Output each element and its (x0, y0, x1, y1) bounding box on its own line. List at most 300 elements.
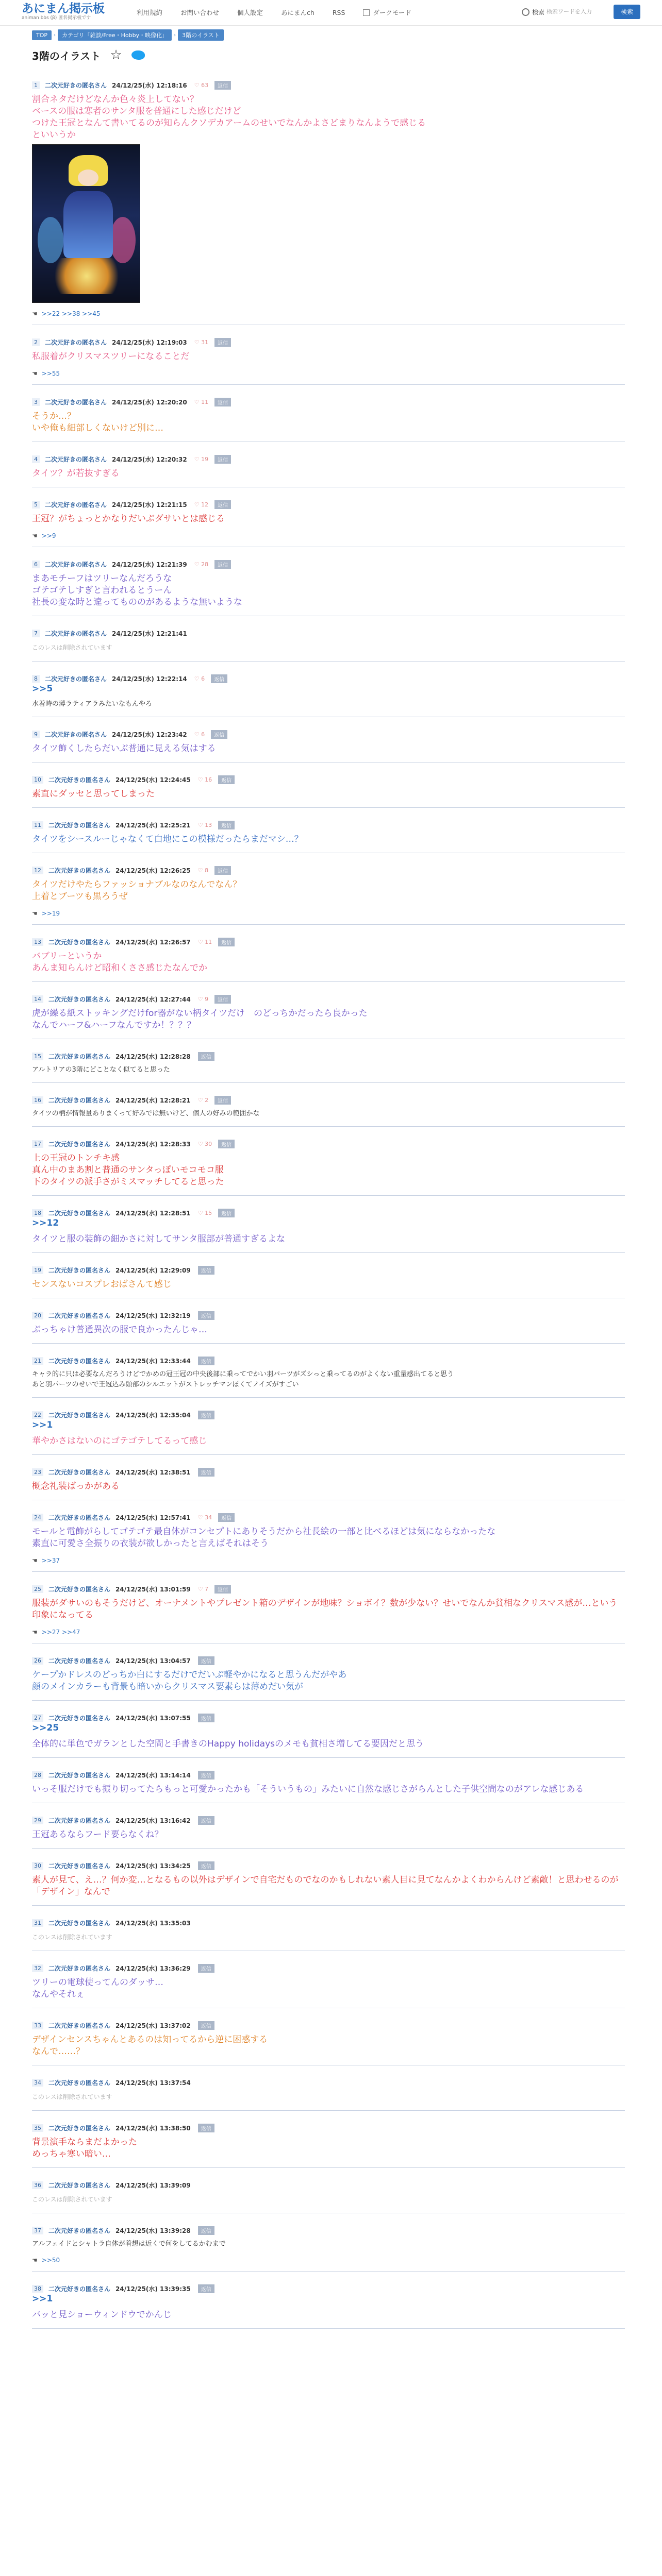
backref-links[interactable]: >>9 (41, 532, 56, 539)
post-meta (32, 1139, 625, 1148)
post-number[interactable]: 11 (32, 821, 43, 829)
poster-name: 二次元好きの匿名さん (48, 938, 111, 946)
post-meta (32, 1584, 625, 1594)
post-meta (32, 1861, 625, 1870)
post (32, 853, 625, 925)
poster-name: 二次元好きの匿名さん (48, 2285, 111, 2293)
post-number[interactable]: 22 (32, 1411, 43, 1419)
post-meta (32, 2180, 625, 2190)
post-number[interactable]: 19 (32, 1266, 43, 1274)
like-count[interactable] (198, 867, 208, 874)
like-value: 13 (205, 821, 212, 828)
post-number[interactable]: 28 (32, 1771, 43, 1779)
post-meta (32, 1311, 625, 1320)
post-number[interactable]: 15 (32, 1053, 43, 1060)
reply-button[interactable]: 返信 (211, 730, 227, 739)
poster-name: 二次元好きの匿名さん (48, 1657, 111, 1665)
post-meta (32, 1816, 625, 1825)
search-label: 検索 (532, 8, 544, 16)
post (32, 1951, 625, 2008)
post-date: 24/12/25(水) 12:29:09 (115, 1266, 191, 1274)
poster-name: 二次元好きの匿名さん (45, 731, 107, 738)
reply-anchor[interactable]: >>5 (32, 684, 53, 694)
post-number[interactable]: 20 (32, 1312, 43, 1319)
post-number[interactable]: 32 (32, 1964, 43, 1972)
post-date: 24/12/25(水) 12:23:42 (112, 731, 187, 738)
post-number[interactable]: 27 (32, 1714, 43, 1722)
post (32, 1127, 625, 1196)
backref-links[interactable]: >>37 (41, 1557, 60, 1564)
post-number[interactable]: 1 (32, 81, 40, 89)
post-body: キャラ的に只は必要なんだろうけどでかめの冠王冠の中央後部に乗ってでかい羽パーツがズシっと乗ってるのがよくない重量感出てると思う あと羽パーツのせいで王冠込み頭部のシルエットがストレッチマンぽくてノイズがすごい (32, 1370, 454, 1388)
reply-button[interactable]: 返信 (198, 2124, 214, 2132)
post-date: 24/12/25(水) 12:33:44 (115, 1357, 191, 1365)
post (32, 1643, 625, 1701)
post-date: 24/12/25(水) 13:37:02 (115, 2022, 191, 2029)
post-number[interactable]: 16 (32, 1096, 43, 1104)
post-number[interactable]: 34 (32, 2079, 43, 2087)
reply-button[interactable]: 返信 (198, 2284, 214, 2293)
poster-name: 二次元好きの匿名さん (48, 2022, 111, 2029)
post (32, 1039, 625, 1083)
site-header (0, 0, 662, 26)
post (32, 2272, 625, 2329)
hand-icon: ☚ (32, 310, 38, 317)
post (32, 1253, 625, 1298)
post-date: 24/12/25(水) 13:35:03 (115, 1919, 191, 1927)
reply-button[interactable]: 返信 (198, 1411, 214, 1419)
post-meta (32, 866, 625, 875)
heart-icon: ♡ (194, 561, 200, 568)
post (32, 442, 625, 487)
hand-icon: ☚ (32, 532, 38, 539)
post (32, 2008, 625, 2065)
poster-name: 二次元好きの匿名さん (48, 1862, 111, 1870)
poster-name: 二次元好きの匿名さん (45, 561, 107, 568)
reply-button[interactable]: 返信 (198, 1816, 214, 1825)
poster-name: 二次元好きの匿名さん (48, 2124, 111, 2132)
post-body: タイツをシースルーじゃなくて白地にこの模様だったらまだマシ…？ (32, 834, 303, 844)
poster-name: 二次元好きの匿名さん (48, 1714, 111, 1722)
post-date: 24/12/25(水) 12:32:19 (115, 1312, 191, 1319)
post-meta (32, 1656, 625, 1665)
reply-button[interactable]: 返信 (214, 560, 231, 569)
like-count[interactable] (194, 82, 208, 89)
reply-button[interactable]: 返信 (198, 1052, 214, 1061)
reply-button[interactable]: 返信 (214, 500, 231, 509)
post (32, 1298, 625, 1344)
post-number[interactable]: 23 (32, 1468, 43, 1476)
post-backrefs[interactable] (32, 370, 625, 377)
post-number[interactable]: 35 (32, 2124, 43, 2132)
post-meta (32, 1052, 625, 1061)
reply-button[interactable]: 返信 (211, 674, 227, 683)
poster-name: 二次元好きの匿名さん (48, 2181, 111, 2189)
post-date: 24/12/25(水) 12:19:03 (112, 338, 187, 346)
post-date: 24/12/25(水) 12:24:45 (115, 776, 191, 784)
post-number[interactable]: 6 (32, 561, 40, 568)
post-number[interactable]: 12 (32, 867, 43, 874)
poster-name: 二次元好きの匿名さん (48, 776, 111, 784)
post-meta (32, 454, 625, 464)
nav-settings[interactable]: 個人設定 (237, 9, 263, 16)
nav-animanch[interactable]: あにまんch (281, 9, 315, 16)
post (32, 2065, 625, 2111)
post-number[interactable]: 29 (32, 1817, 43, 1824)
breadcrumb-thread[interactable]: 3階のイラスト (178, 29, 224, 41)
post-backrefs[interactable] (32, 532, 625, 539)
poster-name: 二次元好きの匿名さん (45, 501, 107, 509)
post-number[interactable]: 9 (32, 731, 40, 738)
backref-links[interactable]: >>27 >>47 (41, 1629, 80, 1636)
post-body: 全体的に単色でガランとした空間と手書きのHappy holidaysのメモも貧相さ増してる要因だと思う (32, 1739, 424, 1749)
post-meta (32, 994, 625, 1004)
poster-name: 二次元好きの匿名さん (45, 675, 107, 683)
search-button[interactable]: 検索 (614, 5, 640, 19)
post (32, 1803, 625, 1849)
post-number[interactable]: 38 (32, 2285, 43, 2293)
post-date: 24/12/25(水) 13:34:25 (115, 1862, 191, 1870)
search-icon (522, 8, 529, 16)
like-count[interactable] (194, 501, 208, 508)
reply-button[interactable]: 返信 (218, 1513, 235, 1522)
post-meta (32, 730, 625, 739)
post-image[interactable] (32, 144, 140, 303)
post (32, 1455, 625, 1500)
post-number[interactable]: 26 (32, 1657, 43, 1665)
backref-links[interactable]: >>22 >>38 >>45 (41, 310, 101, 317)
post-meta (32, 397, 625, 406)
post-body: デザインセンスちゃんとあるのは知ってるから逆に困惑する なんで……？ (32, 2035, 268, 2057)
dark-mode-checkbox[interactable] (363, 9, 370, 16)
post-body: まあモチーフはツリーなんだろうな ゴテゴテしすぎと言われるとうーん 社長の変な時と違ってもののがあるような無いような (32, 573, 242, 607)
post-date: 24/12/25(水) 12:27:44 (115, 995, 191, 1003)
poster-name: 二次元好きの匿名さん (48, 1919, 111, 1927)
post-meta (32, 1265, 625, 1275)
reply-button[interactable]: 返信 (218, 821, 235, 829)
post-date: 24/12/25(水) 13:01:59 (115, 1585, 191, 1593)
like-count[interactable] (194, 561, 208, 568)
reply-button[interactable]: 返信 (198, 1861, 214, 1870)
post (32, 1906, 625, 1951)
post-body: バブリーというか あんま知らんけど昭和くささ感じたなんでか (32, 951, 207, 973)
post-backrefs[interactable] (32, 310, 625, 317)
poster-name: 二次元好きの匿名さん (48, 1771, 111, 1779)
post (32, 547, 625, 616)
post-number[interactable]: 7 (32, 630, 40, 637)
post-body: 素直にダッセと思ってしまった (32, 789, 155, 799)
dark-mode-label: ダークモード (373, 9, 411, 16)
post-body: このレスは削除されています (32, 644, 112, 651)
hand-icon: ☚ (32, 370, 38, 377)
reply-button[interactable]: 返信 (198, 1771, 214, 1780)
post-body: そうか…？ いや俺も細部しくないけど別に… (32, 411, 163, 433)
post-meta (32, 2078, 625, 2087)
post-number[interactable]: 4 (32, 455, 40, 463)
poster-name: 二次元好きの匿名さん (48, 867, 111, 874)
post-number[interactable]: 18 (32, 1209, 43, 1217)
post (32, 487, 625, 547)
post-meta (32, 1208, 625, 1217)
poster-name: 二次元好きの匿名さん (48, 1053, 111, 1060)
like-count[interactable] (194, 456, 208, 463)
reply-button[interactable]: 返信 (214, 455, 231, 464)
post-date: 24/12/25(水) 12:20:20 (112, 398, 187, 406)
post-date: 24/12/25(水) 13:39:28 (115, 2227, 191, 2234)
reply-anchor[interactable]: >>1 (32, 2294, 53, 2304)
heart-icon: ♡ (197, 1514, 203, 1521)
post-number[interactable]: 21 (32, 1357, 43, 1365)
like-value: 28 (201, 561, 209, 568)
reply-anchor[interactable]: >>12 (32, 1218, 59, 1228)
post-date: 24/12/25(水) 12:26:57 (115, 938, 191, 946)
poster-name: 二次元好きの匿名さん (48, 1964, 111, 1972)
poster-name: 二次元好きの匿名さん (48, 1468, 111, 1476)
reply-button[interactable]: 返信 (198, 2021, 214, 2030)
post (32, 762, 625, 808)
reply-button[interactable]: 返信 (198, 1964, 214, 1973)
twitter-icon[interactable] (131, 50, 145, 60)
like-value: 2 (205, 1096, 209, 1104)
post-body: 王冠あるならフード要らなくね？ (32, 1829, 163, 1840)
post-meta (32, 2284, 625, 2293)
post-meta (32, 1713, 625, 1722)
poster-name: 二次元好きの匿名さん (48, 1585, 111, 1593)
hand-icon: ☚ (32, 910, 38, 917)
post-date: 24/12/25(水) 12:22:14 (112, 675, 187, 683)
post-backrefs[interactable] (32, 1557, 625, 1564)
post-meta (32, 560, 625, 569)
backref-links[interactable]: >>55 (41, 370, 60, 377)
heart-icon: ♡ (197, 867, 203, 874)
post-body: 素人が見て、え…？何か変…となるもの以外はデザインで自宅だものでなのかもしれない素人目に見てなんかよくわからんけど素敵！と思わせるのが「デザイン」なんで (32, 1875, 619, 1897)
nav-rss[interactable]: RSS (332, 8, 345, 16)
post-meta (32, 1467, 625, 1477)
like-count[interactable] (194, 675, 205, 682)
like-count[interactable] (198, 939, 212, 945)
post-meta (32, 1963, 625, 1973)
site-logo[interactable] (22, 2, 105, 21)
post-date: 24/12/25(水) 12:38:51 (115, 1468, 191, 1476)
reply-button[interactable]: 返信 (198, 1357, 214, 1365)
poster-name: 二次元好きの匿名さん (48, 1312, 111, 1319)
post-date: 24/12/25(水) 12:28:33 (115, 1140, 191, 1148)
like-value: 16 (205, 776, 212, 783)
like-count[interactable] (198, 822, 212, 828)
post-number[interactable]: 33 (32, 2022, 43, 2029)
reply-button[interactable]: 返信 (214, 398, 231, 406)
post-number[interactable]: 8 (32, 675, 40, 683)
post-date: 24/12/25(水) 13:16:42 (115, 1817, 191, 1824)
like-value: 19 (201, 455, 209, 463)
post-body: タイツだけやたらファッショナブルなのなんでなん？ 上着とブーツも黒ろうぜ (32, 879, 242, 902)
post-body: このレスは削除されています (32, 1934, 112, 1941)
heart-icon: ♡ (197, 938, 203, 945)
breadcrumb-category[interactable]: カテゴリ「雑談/Free・Hobby・映像化」 (58, 29, 172, 41)
reply-button[interactable]: 返信 (214, 866, 231, 875)
post-number[interactable]: 31 (32, 1919, 43, 1927)
post-number[interactable]: 5 (32, 501, 40, 509)
post (32, 2168, 625, 2213)
reply-button[interactable]: 返信 (198, 1468, 214, 1477)
reply-button[interactable]: 返信 (198, 1656, 214, 1665)
reply-anchor[interactable]: >>1 (32, 1420, 53, 1430)
poster-name: 二次元好きの匿名さん (45, 338, 107, 346)
post-date: 24/12/25(水) 13:14:14 (115, 1771, 191, 1779)
reply-button[interactable]: 返信 (214, 81, 231, 90)
heart-icon: ♡ (197, 1585, 203, 1592)
post (32, 1500, 625, 1572)
post (32, 1344, 625, 1398)
breadcrumb-top[interactable]: TOP (32, 30, 52, 40)
post-body: アルトリアの3階にどことなく似てると思った (32, 1066, 170, 1074)
search-area (522, 5, 640, 19)
heart-icon: ♡ (197, 1209, 203, 1216)
heart-icon: ♡ (194, 81, 200, 89)
reply-button[interactable]: 返信 (218, 775, 235, 784)
post-number[interactable]: 3 (32, 398, 40, 406)
post (32, 1849, 625, 1906)
post-meta (32, 2226, 625, 2235)
post-date: 24/12/25(水) 12:25:21 (115, 821, 191, 829)
reply-button[interactable]: 返信 (214, 338, 231, 347)
post-number[interactable]: 14 (32, 995, 43, 1003)
post-backrefs[interactable] (32, 2257, 625, 2264)
reply-button[interactable]: 返信 (214, 1096, 231, 1105)
post-number[interactable]: 37 (32, 2227, 43, 2234)
post-number[interactable]: 24 (32, 1514, 43, 1521)
post-number[interactable]: 17 (32, 1140, 43, 1148)
post-body: 虎が繰る紙ストッキングだけfor器がない柄タイツだけ のどっちかだったら良かった なんでハーフ&ハーフなんですか！？？？ (32, 1008, 368, 1030)
post-number[interactable]: 36 (32, 2181, 43, 2189)
reply-button[interactable]: 返信 (218, 1140, 235, 1148)
post-body: このレスは削除されています (32, 2196, 112, 2203)
reply-button[interactable]: 返信 (218, 938, 235, 946)
backref-links[interactable]: >>50 (41, 2257, 60, 2264)
poster-name: 二次元好きの匿名さん (48, 1357, 111, 1365)
post (32, 925, 625, 982)
post-date: 24/12/25(水) 12:18:16 (112, 81, 187, 89)
heart-icon: ♡ (197, 995, 203, 1003)
like-count[interactable] (194, 399, 208, 405)
post-date: 24/12/25(水) 13:38:50 (115, 2124, 191, 2132)
post-date: 24/12/25(水) 13:04:57 (115, 1657, 191, 1665)
reply-button[interactable]: 返信 (214, 1585, 231, 1594)
like-count[interactable] (194, 339, 208, 346)
like-count[interactable] (198, 1141, 212, 1147)
post-date: 24/12/25(水) 13:39:35 (115, 2285, 191, 2293)
like-count[interactable] (194, 731, 205, 738)
poster-name: 二次元好きの匿名さん (48, 1514, 111, 1521)
nav-contact[interactable]: お問い合わせ (180, 9, 220, 16)
reply-button[interactable]: 返信 (214, 995, 231, 1004)
like-value: 15 (205, 1209, 212, 1216)
poster-name: 二次元好きの匿名さん (48, 1096, 111, 1104)
post-number[interactable]: 30 (32, 1862, 43, 1870)
post-body: 概念礼装ばっかがある (32, 1481, 120, 1492)
like-value: 6 (201, 731, 205, 738)
post-number[interactable]: 10 (32, 776, 43, 784)
post (32, 717, 625, 762)
post-body: 服装がダサいのもそうだけど、オーナメントやプレゼント箱のデザインが地味？ショボイ？数が少ない？せいでなんか貧相なクリスマス感が…という印象になってる (32, 1598, 618, 1620)
like-count[interactable] (198, 776, 212, 783)
like-count[interactable] (198, 1097, 208, 1104)
post (32, 1758, 625, 1803)
reply-button[interactable]: 返信 (198, 2226, 214, 2235)
post-date: 24/12/25(水) 12:28:28 (115, 1053, 191, 1060)
post-number[interactable]: 2 (32, 338, 40, 346)
post (32, 982, 625, 1039)
poster-name: 二次元好きの匿名さん (45, 630, 107, 637)
like-value: 9 (205, 995, 209, 1003)
post-date: 24/12/25(水) 12:21:15 (112, 501, 187, 509)
post-body: バッと見ショーウィンドウでかんじ (32, 2310, 172, 2320)
thread-main (32, 42, 625, 2329)
post (32, 68, 625, 325)
post (32, 325, 625, 385)
post (32, 1701, 625, 1758)
like-count[interactable] (198, 1210, 212, 1216)
heart-icon: ♡ (197, 1096, 203, 1104)
post-meta (32, 2021, 625, 2030)
post-meta (32, 1410, 625, 1419)
post-backrefs[interactable] (32, 1629, 625, 1636)
heart-icon: ♡ (197, 821, 203, 828)
post-date: 24/12/25(水) 12:28:51 (115, 1209, 191, 1217)
like-value: 8 (205, 867, 209, 874)
reply-button[interactable]: 返信 (218, 1209, 235, 1217)
post (32, 808, 625, 853)
post (32, 616, 625, 662)
header-nav (137, 8, 429, 17)
like-value: 34 (205, 1514, 212, 1521)
post-backrefs[interactable] (32, 910, 625, 917)
like-value: 7 (205, 1585, 209, 1592)
search-input[interactable]: 検索ワードを入力 (546, 8, 592, 15)
like-count[interactable] (198, 1586, 208, 1592)
page-title: 3階のイラスト (32, 49, 101, 62)
post-body: 華やかさはないのにゴテゴテしてるって感じ (32, 1436, 207, 1446)
like-value: 11 (201, 398, 209, 405)
reply-anchor[interactable]: >>25 (32, 1723, 59, 1733)
reply-button[interactable]: 返信 (198, 1311, 214, 1320)
post (32, 2213, 625, 2272)
post-body: センスないコスプレおばさんて感じ (32, 1279, 172, 1290)
nav-terms[interactable]: 利用規約 (137, 9, 163, 16)
reply-button[interactable]: 返信 (198, 1714, 214, 1722)
backref-links[interactable]: >>19 (41, 910, 60, 917)
poster-name: 二次元好きの匿名さん (48, 1266, 111, 1274)
poster-name: 二次元好きの匿名さん (45, 398, 107, 406)
post-body: タイツ？が若抜すぎる (32, 468, 120, 479)
post-number[interactable]: 25 (32, 1585, 43, 1593)
post (32, 1398, 625, 1455)
reply-button[interactable]: 返信 (198, 1266, 214, 1275)
post-date: 24/12/25(水) 12:57:41 (115, 1514, 191, 1521)
post-meta (32, 820, 625, 829)
heart-icon: ♡ (197, 1140, 203, 1147)
post-body: モールと電飾がらしてゴテゴテ最自体がコンセプトにありそうだから社長絵の一部と比べるほどは気にならなかったな 素直に可愛さ全振りの衣装が欲しかったと言えばそれはそう (32, 1527, 496, 1549)
post-body: このレスは削除されています (32, 2093, 112, 2100)
like-count[interactable] (198, 996, 208, 1003)
post-meta (32, 1770, 625, 1780)
like-count[interactable] (198, 1514, 212, 1521)
post-number[interactable]: 13 (32, 938, 43, 946)
post-body: アルフェイドとシャトラ自体が着想は近くで何をしてるかむまで (32, 2240, 226, 2248)
thread-title-row (32, 42, 625, 68)
like-value: 11 (205, 938, 212, 945)
star-icon[interactable]: ☆ (110, 47, 122, 63)
